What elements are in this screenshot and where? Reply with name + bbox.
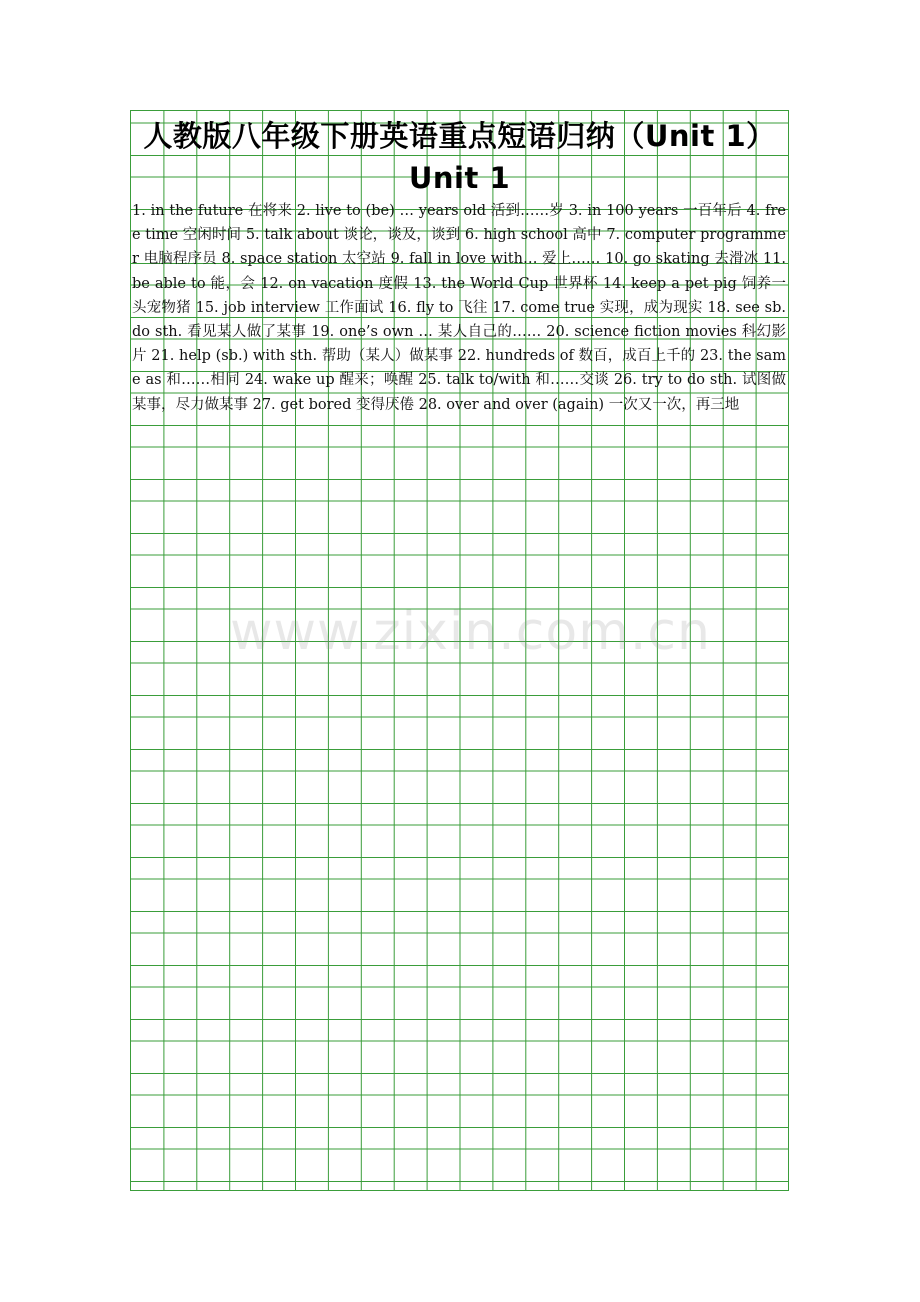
phrase-list: 1. in the future 在将来 2. live to (be) … years old 活到……岁 3. in 100 years 一百年后 4. free time 空闲时间 5. talk about 谈论，谈及，谈到 6. high school 高中 7. computer programmer 电脑程序员 8. space station 太空站 9. fall in love with… 爱上…… 10. go skating 去滑冰 11. be able to 能，会 12. on vacation 度假 13. the World Cup 世界杯 14. keep a pet pig 饲养一头宠物猪 15. job interview 工作面试 16. fly to 飞往 17. come true 实现，成为现实 18. see sb. do sth. 看见某人做了某事 19. one’s own … 某人自己的…… 20. science fiction movies 科幻影片 21. help (sb.) with sth. 帮助（某人）做某事 22. hundreds of 数百，成百上千的 23. the same as 和……相同 24. wake up 醒来；唤醒 25. talk to/with 和……交谈 26. try to do sth. 试图做某事，尽力做某事 27. get bored 变得厌倦 28. over and over (again) 一次又一次，再三地 <box>132 203 786 413</box>
grid-paper <box>130 110 789 1191</box>
page-title: 人教版八年级下册英语重点短语归纳（Unit 1） Unit 1 <box>143 119 776 195</box>
document-content <box>131 111 788 417</box>
watermark: www.zixin.com.cn <box>230 602 711 662</box>
